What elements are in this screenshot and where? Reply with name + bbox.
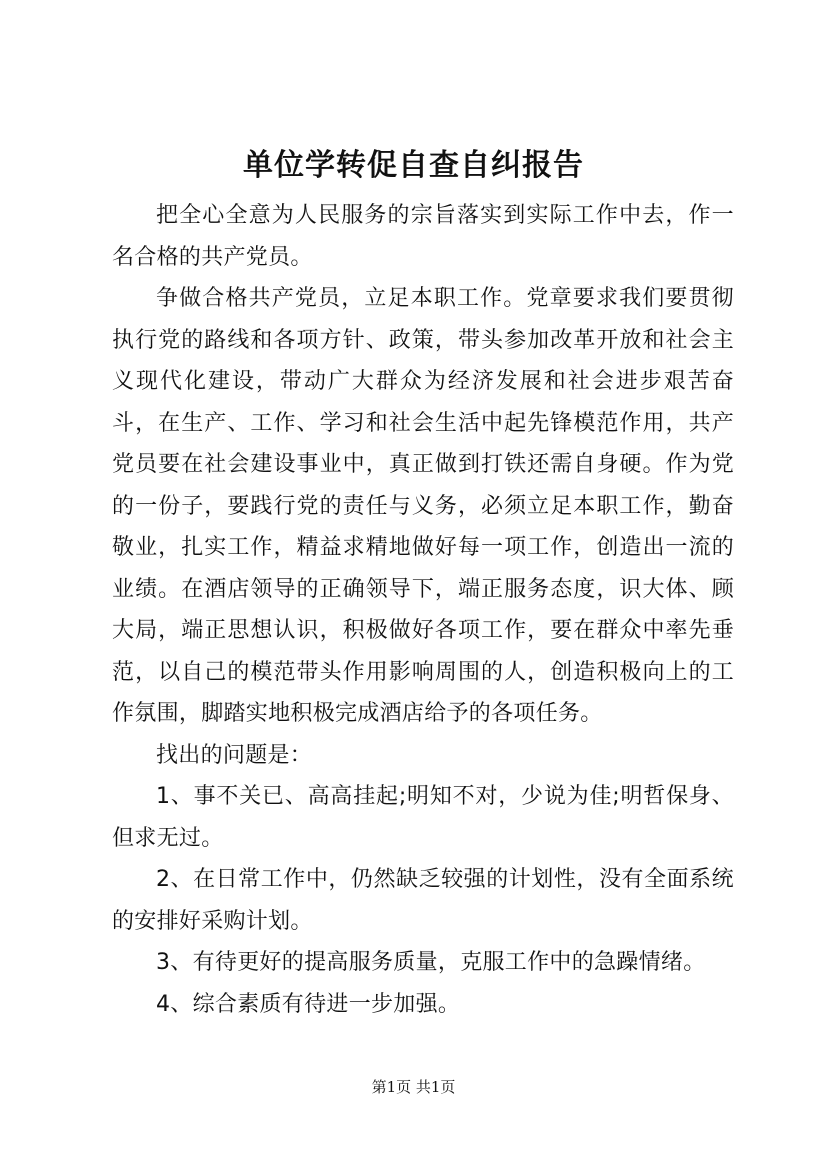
paragraph-main: 争做合格共产党员，立足本职工作。党章要求我们要贯彻执行党的路线和各项方针、政策，带头参加改革开放和社会主义现代化建设，带动广大群众为经济发展和社会进步艰苦奋斗，在生产、工作、学习和社会生活中起先锋模范作用，共产党员要在社会建设事业中，真正做到打铁还需自身硬。作为党的一份子，要践行党的责任与义务，必须立足本职工作，勤奋敬业，扎实工作，精益求精地做好每一项工作，创造出一流的业绩。在酒店领导的正确领导下，端正服务态度，识大体、顾大局，端正思想认识，积极做好各项工作，要在群众中率先垂范，以自己的模范带头作用影响周围的人，创造积极向上的工作氛围，脚踏实地积极完成酒店给予的各项任务。 — [112, 286, 734, 726]
problem-item-2: 2、在日常工作中，仍然缺乏较强的计划性，没有全面系统的安排好采购计划。 — [112, 867, 734, 934]
document-body — [112, 195, 734, 1025]
paragraph-problems-heading: 找出的问题是： — [156, 742, 313, 768]
page-footer: 第1页 共1页 — [371, 1078, 456, 1096]
paragraph-purpose: 把全心全意为人民服务的宗旨落实到实际工作中去，作一名合格的共产党员。 — [112, 203, 734, 270]
problem-item-3: 3、有待更好的提高服务质量，克服工作中的急躁情绪。 — [156, 950, 706, 975]
problem-item-1: 1、事不关已、高高挂起;明知不对，少说为佳;明哲保身、但求无过。 — [112, 784, 734, 851]
document-title: 单位学转促自查自纠报告 — [243, 148, 584, 183]
problem-item-4: 4、综合素质有待进一步加强。 — [156, 991, 461, 1017]
